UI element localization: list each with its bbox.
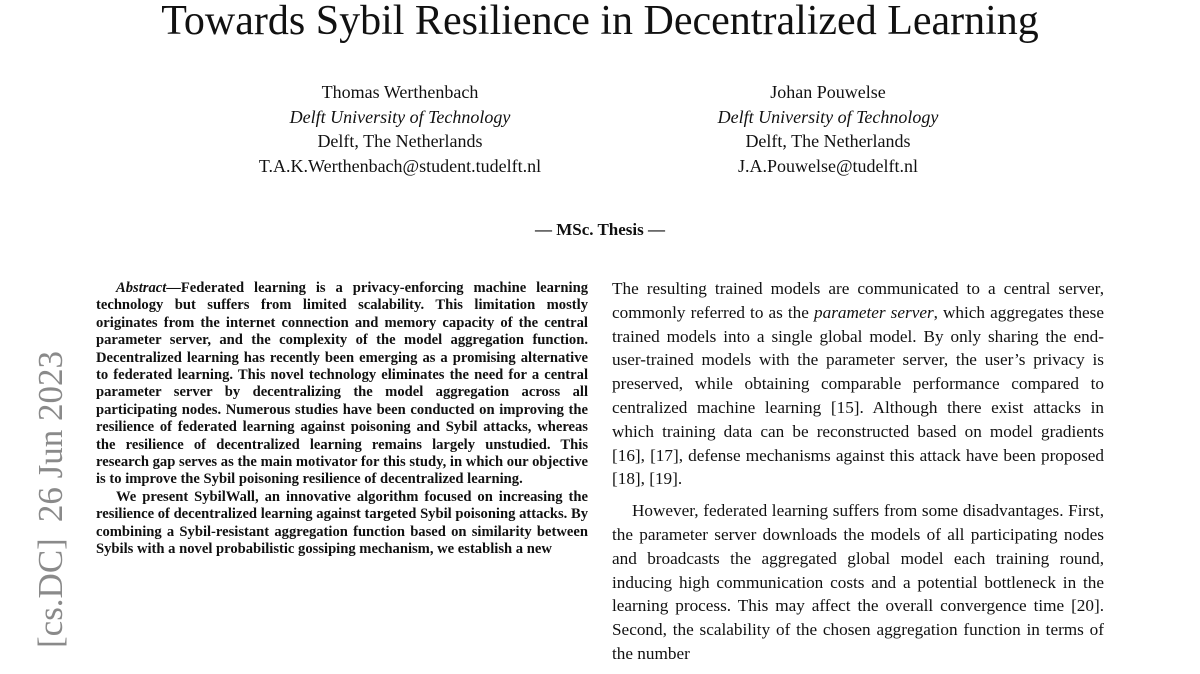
body-paragraph-1 bbox=[612, 277, 1104, 491]
arxiv-stamp bbox=[28, 308, 74, 648]
abstract-text-1: Federated learning is a privacy-enforcing machine learning technology but suffers from limited scalability. This limitation mostly originates from the internet connection and memory capacity of the central parameter server, and the complexity of the model aggregation function. Decentralized learning has recently been emerging as a promising alternative to federated learning. This novel technology eliminates the need for a central parameter server by decentralizing the model aggregation across all participating nodes. Numerous studies have been conducted on improving the resilience of federated learning against poisoning and Sybil attacks, whereas the resilience of decentralized learning remains largely unstudied. This research gap serves as the main motivator for this study, in which our objective is to improve the Sybil poisoning resilience of decentralized learning. bbox=[96, 280, 588, 488]
author-block-1 bbox=[190, 80, 610, 178]
arxiv-date: 26 Jun 2023 bbox=[31, 351, 70, 523]
abstract-dash: — bbox=[166, 280, 181, 296]
author-location: Delft, The Netherlands bbox=[745, 131, 911, 151]
body-text: The resulting trained models are communicated to a central server, commonly referred to as the bbox=[612, 279, 1104, 322]
author-name: Thomas Werthenbach bbox=[321, 82, 479, 102]
author-email: J.A.Pouwelse@tudelft.nl bbox=[737, 155, 919, 176]
body-text: , which aggregates these trained models into a single global model. By only sharing the end-user-trained models with the parameter server, the user’s privacy is preserved, while obtaining comparable performance compared to centralized machine learning [15]. Although there exist attacks in which training data can be reconstructed based on model gradients [16], [17], defense mechanisms against this attack have been proposed [18], [19]. bbox=[612, 302, 1104, 489]
abstract-heading: Abstract bbox=[116, 280, 167, 296]
arxiv-category: [cs.DC] bbox=[31, 538, 70, 648]
body-italic-term: parameter server bbox=[814, 302, 934, 322]
abstract-column bbox=[96, 280, 588, 559]
author-email: T.A.K.Werthenbach@student.tudelft.nl bbox=[258, 155, 542, 176]
author-affiliation: Delft University of Technology bbox=[289, 106, 511, 127]
paper-title: Towards Sybil Resilience in Decentralized Learning bbox=[161, 0, 1039, 44]
thesis-label: — MSc. Thesis — bbox=[534, 220, 666, 239]
abstract-paragraph-1 bbox=[96, 280, 588, 489]
author-name: Johan Pouwelse bbox=[770, 82, 886, 102]
author-block-2 bbox=[618, 80, 1038, 178]
body-paragraph-2: However, federated learning suffers from some disadvantages. First, the parameter server downloads the models of all participating nodes and broadcasts the aggregated global model each training round, inducing high communication costs and a potential bottleneck in the learning process. This may affect the overall convergence time [20]. Second, the scalability of the chosen aggregation function in terms of the number bbox=[612, 501, 1104, 663]
body-column bbox=[612, 277, 1104, 674]
author-affiliation: Delft University of Technology bbox=[717, 106, 939, 127]
abstract-paragraph-2: We present SybilWall, an innovative algorithm focused on increasing the resilience of decentralized learning against targeted Sybil poisoning attacks. By combining a Sybil-resistant aggregation function based on similarity between Sybils with a novel probabilistic gossiping mechanism, we establish a new bbox=[96, 488, 588, 558]
author-location: Delft, The Netherlands bbox=[317, 131, 483, 151]
